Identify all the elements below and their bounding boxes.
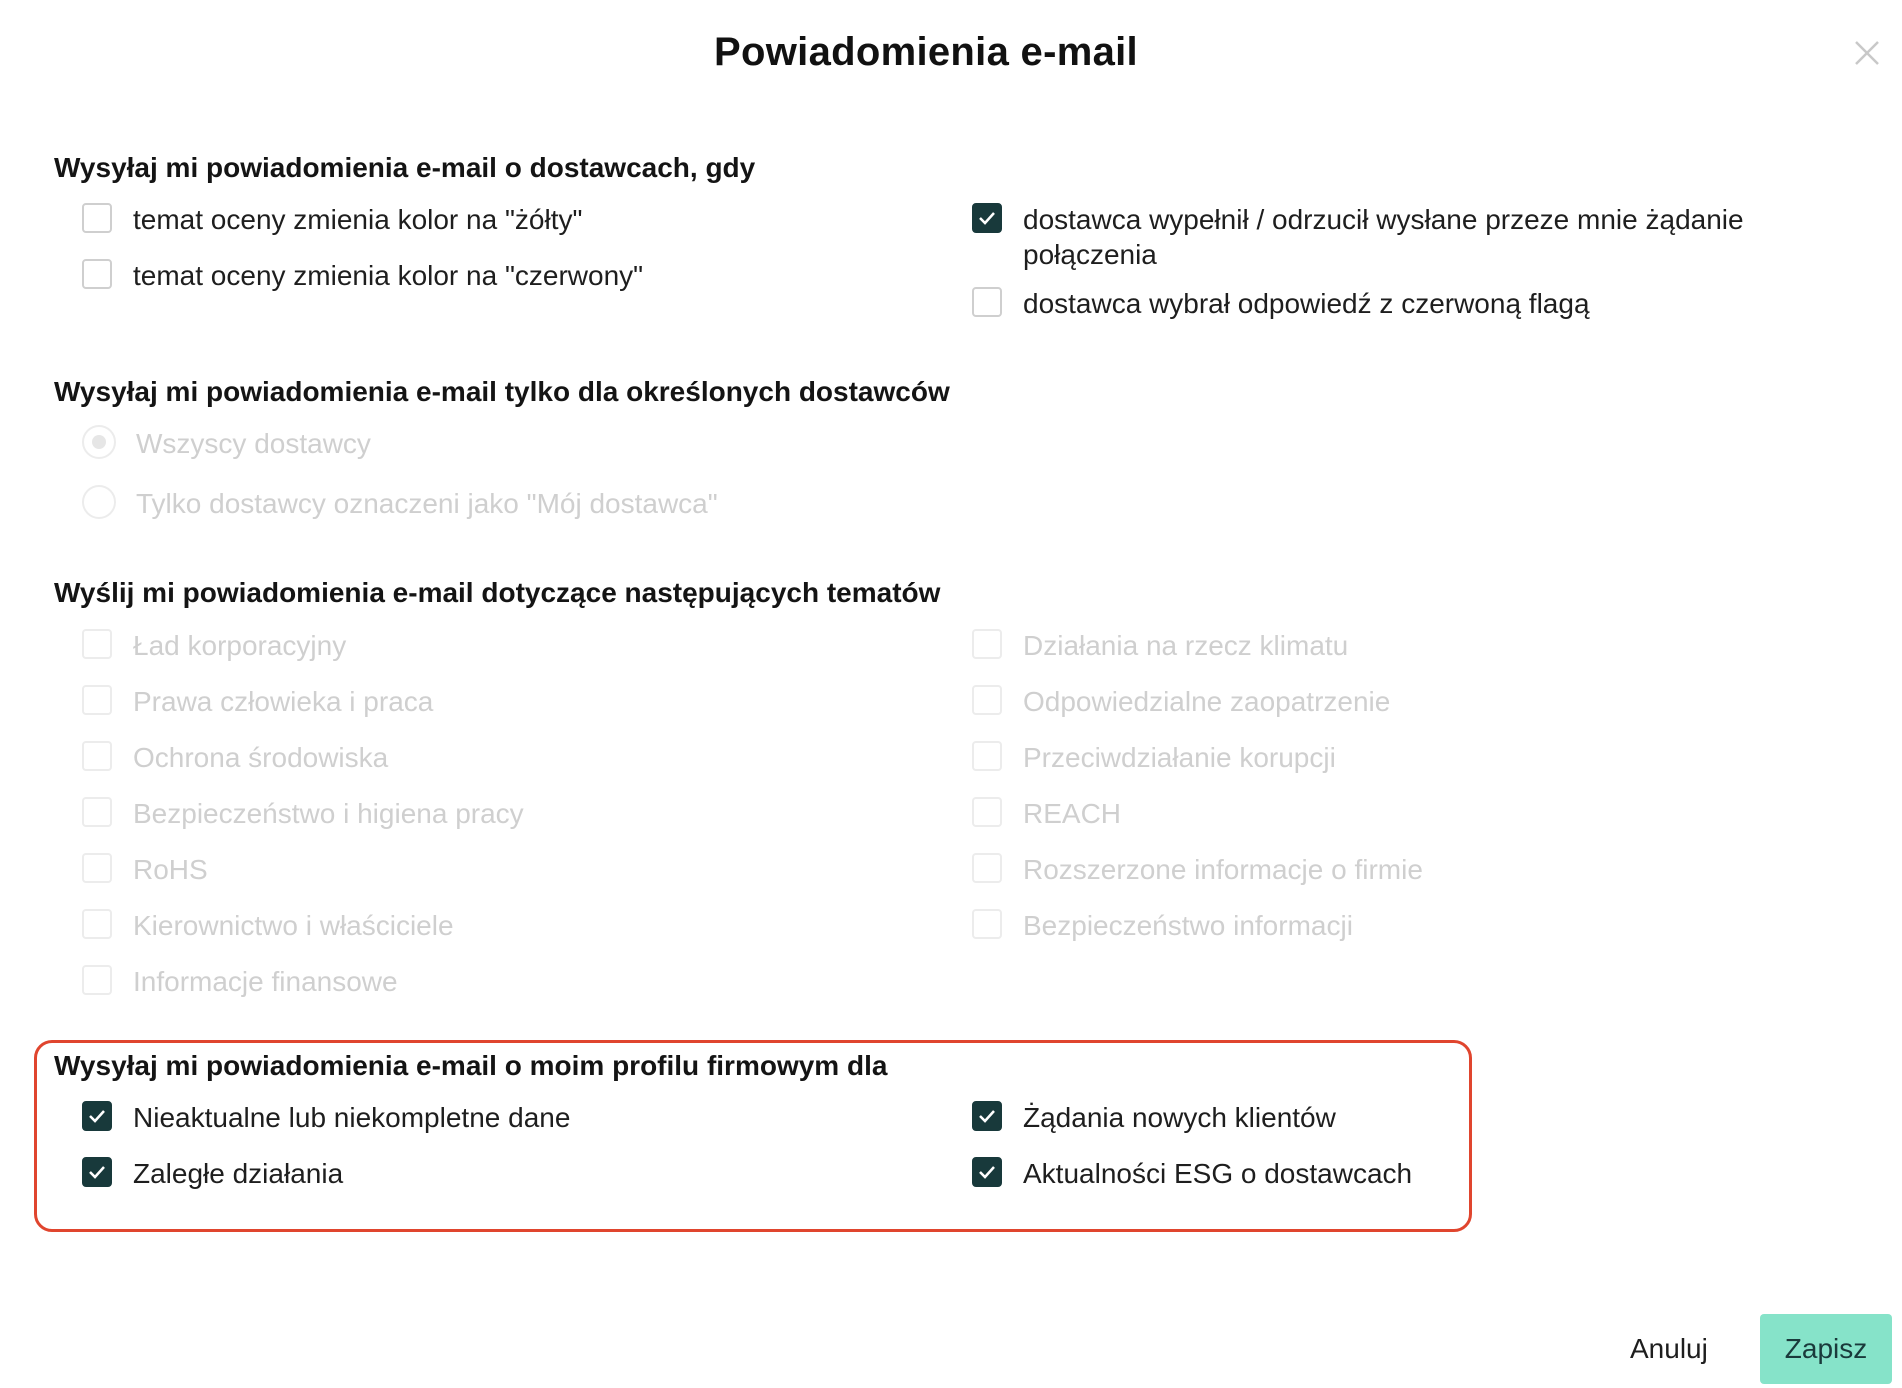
radio[interactable] — [82, 485, 116, 519]
radio-label: Wszyscy dostawcy — [136, 428, 371, 459]
checkbox[interactable] — [82, 203, 112, 233]
checkbox-label: temat oceny zmienia kolor na "żółty" — [133, 204, 583, 235]
topic-checkbox-item[interactable] — [972, 740, 1336, 775]
checkbox-label: temat oceny zmienia kolor na "czerwony" — [133, 260, 644, 291]
checkbox-label: Kierownictwo i właściciele — [133, 910, 454, 941]
checkbox-item[interactable] — [972, 1100, 1336, 1135]
topic-checkbox-item[interactable] — [972, 908, 1353, 943]
save-button[interactable]: Zapisz — [1760, 1314, 1892, 1384]
checkbox-label: Nieaktualne lub niekompletne dane — [133, 1102, 571, 1133]
checkmark-icon — [977, 208, 997, 228]
radio-item[interactable] — [82, 426, 371, 461]
radio-label: Tylko dostawcy oznaczeni jako "Mój dostawca" — [136, 488, 718, 519]
checkbox[interactable] — [82, 909, 112, 939]
topic-checkbox-item[interactable] — [82, 684, 433, 719]
checkbox-label: Rozszerzone informacje o firmie — [1023, 854, 1423, 885]
topic-checkbox-item[interactable] — [82, 908, 454, 943]
checkbox[interactable] — [972, 853, 1002, 883]
checkbox-label: Informacje finansowe — [133, 966, 398, 997]
topic-checkbox-item[interactable] — [972, 628, 1348, 663]
checkbox[interactable] — [82, 629, 112, 659]
checkbox-item[interactable] — [972, 202, 1792, 272]
section-supplier-scope-heading: Wysyłaj mi powiadomienia e-mail tylko dla określonych dostawców — [54, 376, 950, 407]
checkbox-item[interactable] — [82, 258, 643, 293]
checkbox[interactable] — [82, 741, 112, 771]
checkbox[interactable] — [972, 629, 1002, 659]
checkbox-label: dostawca wypełnił / odrzucił wysłane przeze mnie żądanie połączenia — [1023, 204, 1744, 270]
checkmark-icon — [977, 1162, 997, 1182]
modal-title: Powiadomienia e-mail — [714, 30, 1138, 74]
checkbox-label: Ochrona środowiska — [133, 742, 389, 773]
topic-checkbox-item[interactable] — [972, 852, 1423, 887]
checkbox-checked[interactable] — [972, 203, 1002, 233]
topic-checkbox-item[interactable] — [972, 684, 1390, 719]
checkbox-label: RoHS — [133, 854, 208, 885]
topic-checkbox-item[interactable] — [82, 964, 398, 999]
topic-checkbox-item[interactable] — [82, 852, 208, 887]
checkbox-label: Zaległe działania — [133, 1158, 344, 1189]
checkbox-item[interactable] — [82, 1156, 343, 1191]
checkbox-label: Odpowiedzialne zaopatrzenie — [1023, 686, 1391, 717]
checkbox[interactable] — [972, 741, 1002, 771]
checkbox[interactable] — [972, 685, 1002, 715]
checkbox-label: Aktualności ESG o dostawcach — [1023, 1158, 1413, 1189]
checkmark-icon — [87, 1162, 107, 1182]
checkbox-checked[interactable] — [972, 1101, 1002, 1131]
checkbox-label: Ład korporacyjny — [133, 630, 347, 661]
checkbox[interactable] — [82, 965, 112, 995]
radio-item[interactable] — [82, 486, 718, 521]
checkbox-label: Żądania nowych klientów — [1023, 1102, 1336, 1133]
section-supplier-alerts-heading: Wysyłaj mi powiadomienia e-mail o dostawcach, gdy — [54, 152, 756, 183]
checkmark-icon — [977, 1106, 997, 1126]
checkbox-checked[interactable] — [972, 1157, 1002, 1187]
section-company-profile-heading: Wysyłaj mi powiadomienia e-mail o moim profilu firmowym dla — [54, 1050, 888, 1081]
checkbox[interactable] — [972, 287, 1002, 317]
checkbox[interactable] — [82, 853, 112, 883]
checkbox-label: Działania na rzecz klimatu — [1023, 630, 1349, 661]
topic-checkbox-item[interactable] — [82, 628, 346, 663]
cancel-button[interactable]: Anuluj — [1610, 1314, 1728, 1384]
topic-checkbox-item[interactable] — [82, 796, 524, 831]
close-icon[interactable] — [1850, 36, 1884, 70]
checkbox-item[interactable] — [82, 202, 582, 237]
checkbox-label: Przeciwdziałanie korupcji — [1023, 742, 1336, 773]
checkbox[interactable] — [972, 909, 1002, 939]
checkbox-item[interactable] — [972, 1156, 1412, 1191]
topic-checkbox-item[interactable] — [972, 796, 1121, 831]
checkbox-checked[interactable] — [82, 1157, 112, 1187]
checkbox-checked[interactable] — [82, 1101, 112, 1131]
checkbox-item[interactable] — [972, 286, 1590, 321]
checkbox-label: Bezpieczeństwo i higiena pracy — [133, 798, 524, 829]
checkbox-label: REACH — [1023, 798, 1122, 829]
radio-selected[interactable] — [82, 425, 116, 459]
topic-checkbox-item[interactable] — [82, 740, 388, 775]
checkbox-label: dostawca wybrał odpowiedź z czerwoną flagą — [1023, 288, 1590, 319]
checkbox-label: Prawa człowieka i praca — [133, 686, 434, 717]
checkbox-item[interactable] — [82, 1100, 570, 1135]
checkbox-label: Bezpieczeństwo informacji — [1023, 910, 1353, 941]
checkmark-icon — [87, 1106, 107, 1126]
checkbox[interactable] — [82, 797, 112, 827]
checkbox[interactable] — [972, 797, 1002, 827]
checkbox[interactable] — [82, 685, 112, 715]
section-topics-heading: Wyślij mi powiadomienia e-mail dotyczące następujących tematów — [54, 577, 941, 608]
checkbox[interactable] — [82, 259, 112, 289]
